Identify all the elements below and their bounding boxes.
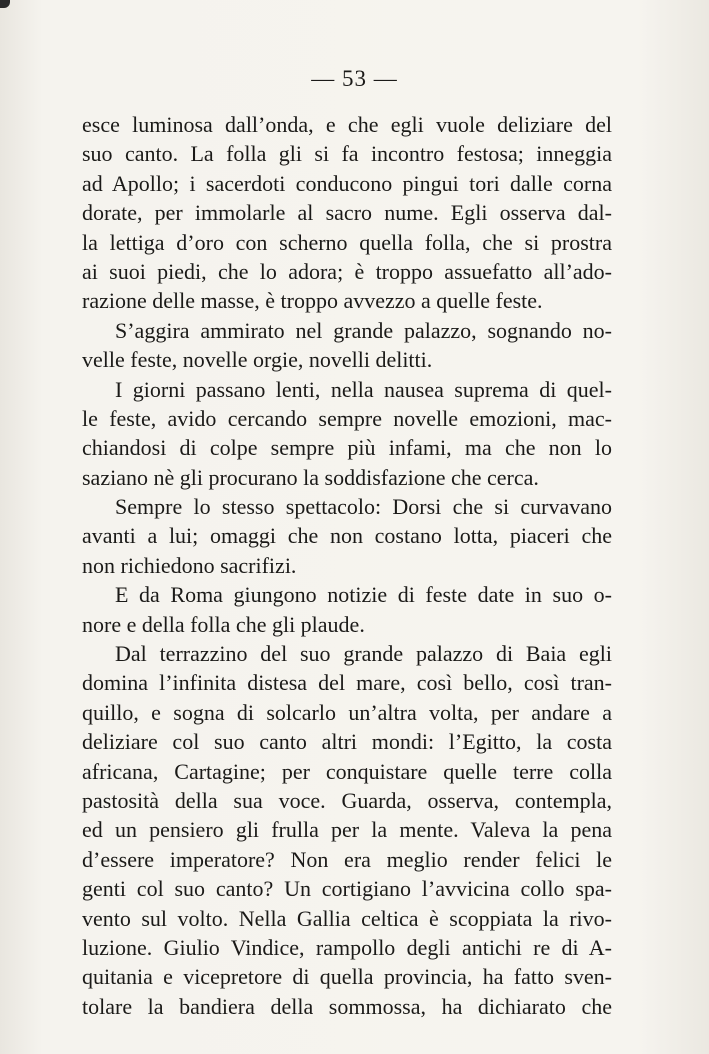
text-line: vento sul volto. Nella Gallia celtica è scoppiata la rivo-: [82, 905, 612, 931]
text-line: saziano nè gli procurano la soddisfazione che cerca.: [82, 464, 539, 490]
text-line: ai suoi piedi, che lo adora; è troppo assuefatto all’ado-: [82, 258, 612, 284]
text-line: dorate, per immolarle al sacro nume. Egli osserva dal-: [82, 200, 612, 226]
text-line: pastosità della sua voce. Guarda, osserva, contempla,: [82, 787, 612, 813]
text-line: quitania e vicepretore di quella provincia, ha fatto sven-: [82, 964, 612, 990]
text-line: tolare la bandiera della sommossa, ha dichiarato che: [82, 993, 612, 1019]
text-line: la lettiga d’oro con scherno quella folla, che si prostra: [82, 229, 612, 255]
text-line: deliziare col suo canto altri mondi: l’Egitto, la costa: [82, 729, 612, 755]
text-line: chiandosi di colpe sempre più infami, ma che non lo: [82, 435, 612, 461]
text-line: genti col suo canto? Un cortigiano l’avvicina collo spa-: [82, 876, 612, 902]
text-line: Sempre lo stesso spettacolo: Dorsi che si curvavano: [115, 494, 612, 520]
text-line: le feste, avido cercando sempre novelle emozioni, mac-: [82, 405, 612, 431]
text-line: luzione. Giulio Vindice, rampollo degli antichi re di A-: [82, 934, 612, 960]
page-number: — 53 —: [311, 66, 398, 91]
scan-corner-mark: [0, 0, 10, 8]
text-line: nore e della folla che gli plaude.: [82, 611, 365, 637]
text-line: esce luminosa dall’onda, e che egli vuole deliziare del: [82, 112, 612, 137]
text-line: I giorni passano lenti, nella nausea suprema di quel-: [115, 376, 612, 402]
text-line: d’essere imperatore? Non era meglio render felici le: [82, 846, 612, 872]
text-line: ad Apollo; i sacerdoti conducono pingui tori dalle corna: [82, 170, 612, 196]
text-line: domina l’infinita distesa del mare, così bello, così tran-: [82, 670, 612, 696]
text-line: velle feste, novelle orgie, novelli delitti.: [82, 347, 433, 373]
text-line: suo canto. La folla gli si fa incontro festosa; inneggia: [82, 141, 612, 167]
text-line: quillo, e sogna di solcarlo un’altra volta, per andare a: [82, 699, 612, 725]
text-line: Dal terrazzino del suo grande palazzo di Baia egli: [115, 641, 612, 667]
text-line: razione delle masse, è troppo avvezzo a quelle feste.: [82, 288, 543, 314]
body-text: [82, 110, 612, 1021]
text-line: africana, Cartagine; per conquistare quelle terre colla: [82, 758, 612, 784]
text-line: S’aggira ammirato nel grande palazzo, sognando no-: [115, 317, 612, 343]
text-line: E da Roma giungono notizie di feste date in suo o-: [115, 582, 612, 608]
text-line: ed un pensiero gli frulla per la mente. Valeva la pena: [82, 817, 612, 843]
text-line: avanti a lui; omaggi che non costano lotta, piaceri che: [82, 523, 612, 549]
text-line: non richiedono sacrifizi.: [82, 552, 297, 578]
